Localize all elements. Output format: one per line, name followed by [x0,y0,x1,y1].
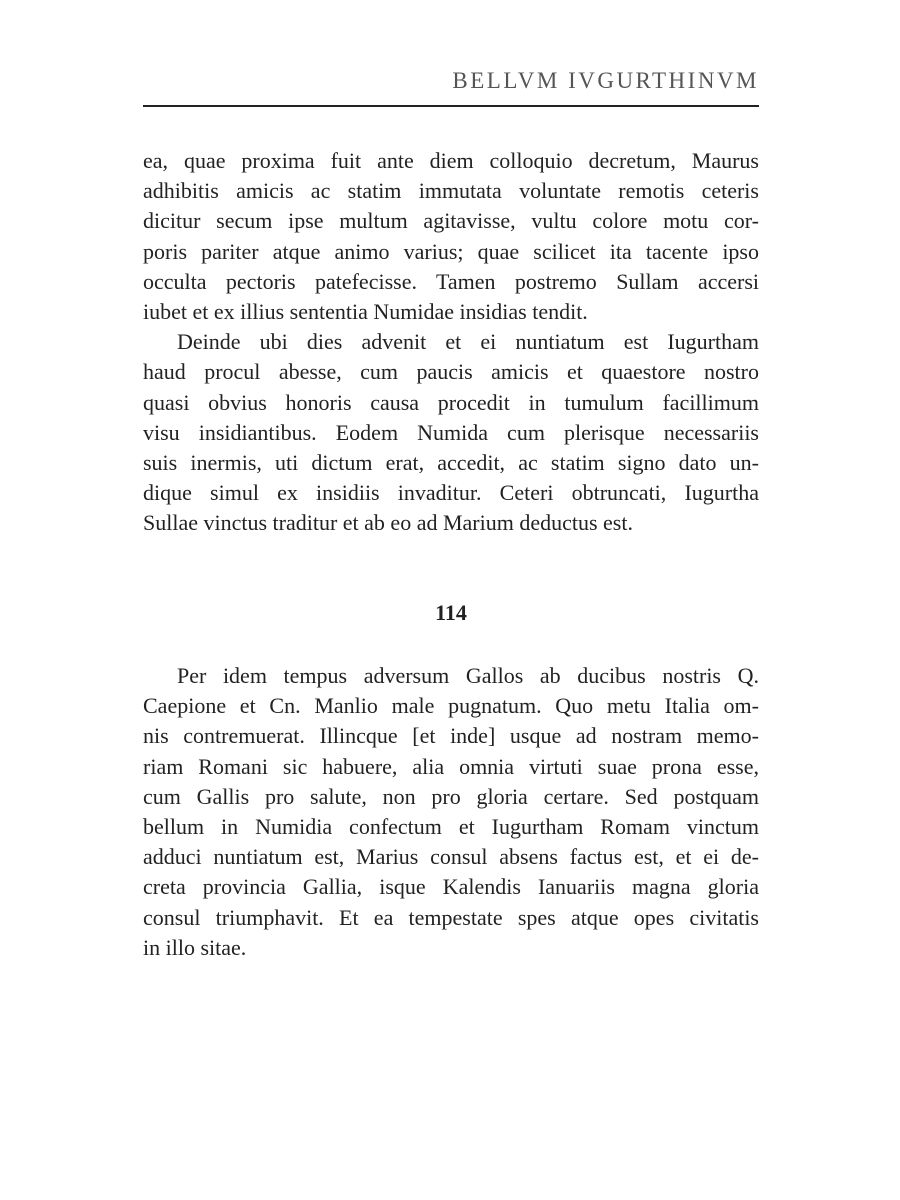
paragraph [143,327,759,538]
body-text-chapter-114 [143,661,759,963]
text-line: poris pariter atque animo varius; quae scilicet ita tacente ipso [143,238,759,264]
text-line: iubet et ex illius sententia Numidae insidias tendit. [143,298,588,324]
body-text-top [143,146,759,538]
text-line: ea, quae proxima fuit ante diem colloquio decretum, Maurus [143,148,759,173]
text-line: nis contremuerat. Illincque [et inde] usque ad nostram memo- [143,723,759,749]
text-line: dique simul ex insidiis invaditur. Ceteri obtruncati, Iugurtha [143,480,759,506]
text-line: occulta pectoris patefecisse. Tamen postremo Sullam accersi [143,268,759,294]
text-line: consul triumphavit. Et ea tempestate spes atque opes civitatis [143,904,759,930]
text-line: suis inermis, uti dictum erat, accedit, ac statim signo dato un- [143,449,759,475]
text-line: Per idem tempus adversum Gallos ab ducibus nostris Q. [177,663,759,688]
text-line: adduci nuntiatum est, Marius consul absens factus est, et ei de- [143,844,759,870]
text-line: Sullae vinctus traditur et ab eo ad Marium deductus est. [143,510,633,536]
running-header: BELLVM IVGURTHINVM [452,68,759,93]
text-line: Caepione et Cn. Manlio male pugnatum. Quo metu Italia om- [143,693,759,719]
text-line: in illo sitae. [143,934,247,960]
text-line: bellum in Numidia confectum et Iugurtham Romam vinctum [143,813,759,839]
text-line: haud procul abesse, cum paucis amicis et quaestore nostro [143,359,759,385]
paragraph [143,661,759,963]
header-rule [143,105,759,107]
text-line: riam Romani sic habuere, alia omnia virtuti suae prona esse, [143,753,759,779]
text-line: visu insidiantibus. Eodem Numida cum plerisque necessariis [143,419,759,445]
chapter-number: 114 [435,600,467,625]
text-line: dicitur secum ipse multum agitavisse, vultu colore motu cor- [143,208,759,234]
text-line: quasi obvius honoris causa procedit in tumulum facillimum [143,389,759,415]
paragraph [143,146,759,327]
text-line: cum Gallis pro salute, non pro gloria certare. Sed postquam [143,783,759,809]
text-line: Deinde ubi dies advenit et ei nuntiatum est Iugurtham [177,329,759,355]
text-line: adhibitis amicis ac statim immutata voluntate remotis ceteris [143,178,759,204]
text-line: creta provincia Gallia, isque Kalendis Ianuariis magna gloria [143,874,759,900]
